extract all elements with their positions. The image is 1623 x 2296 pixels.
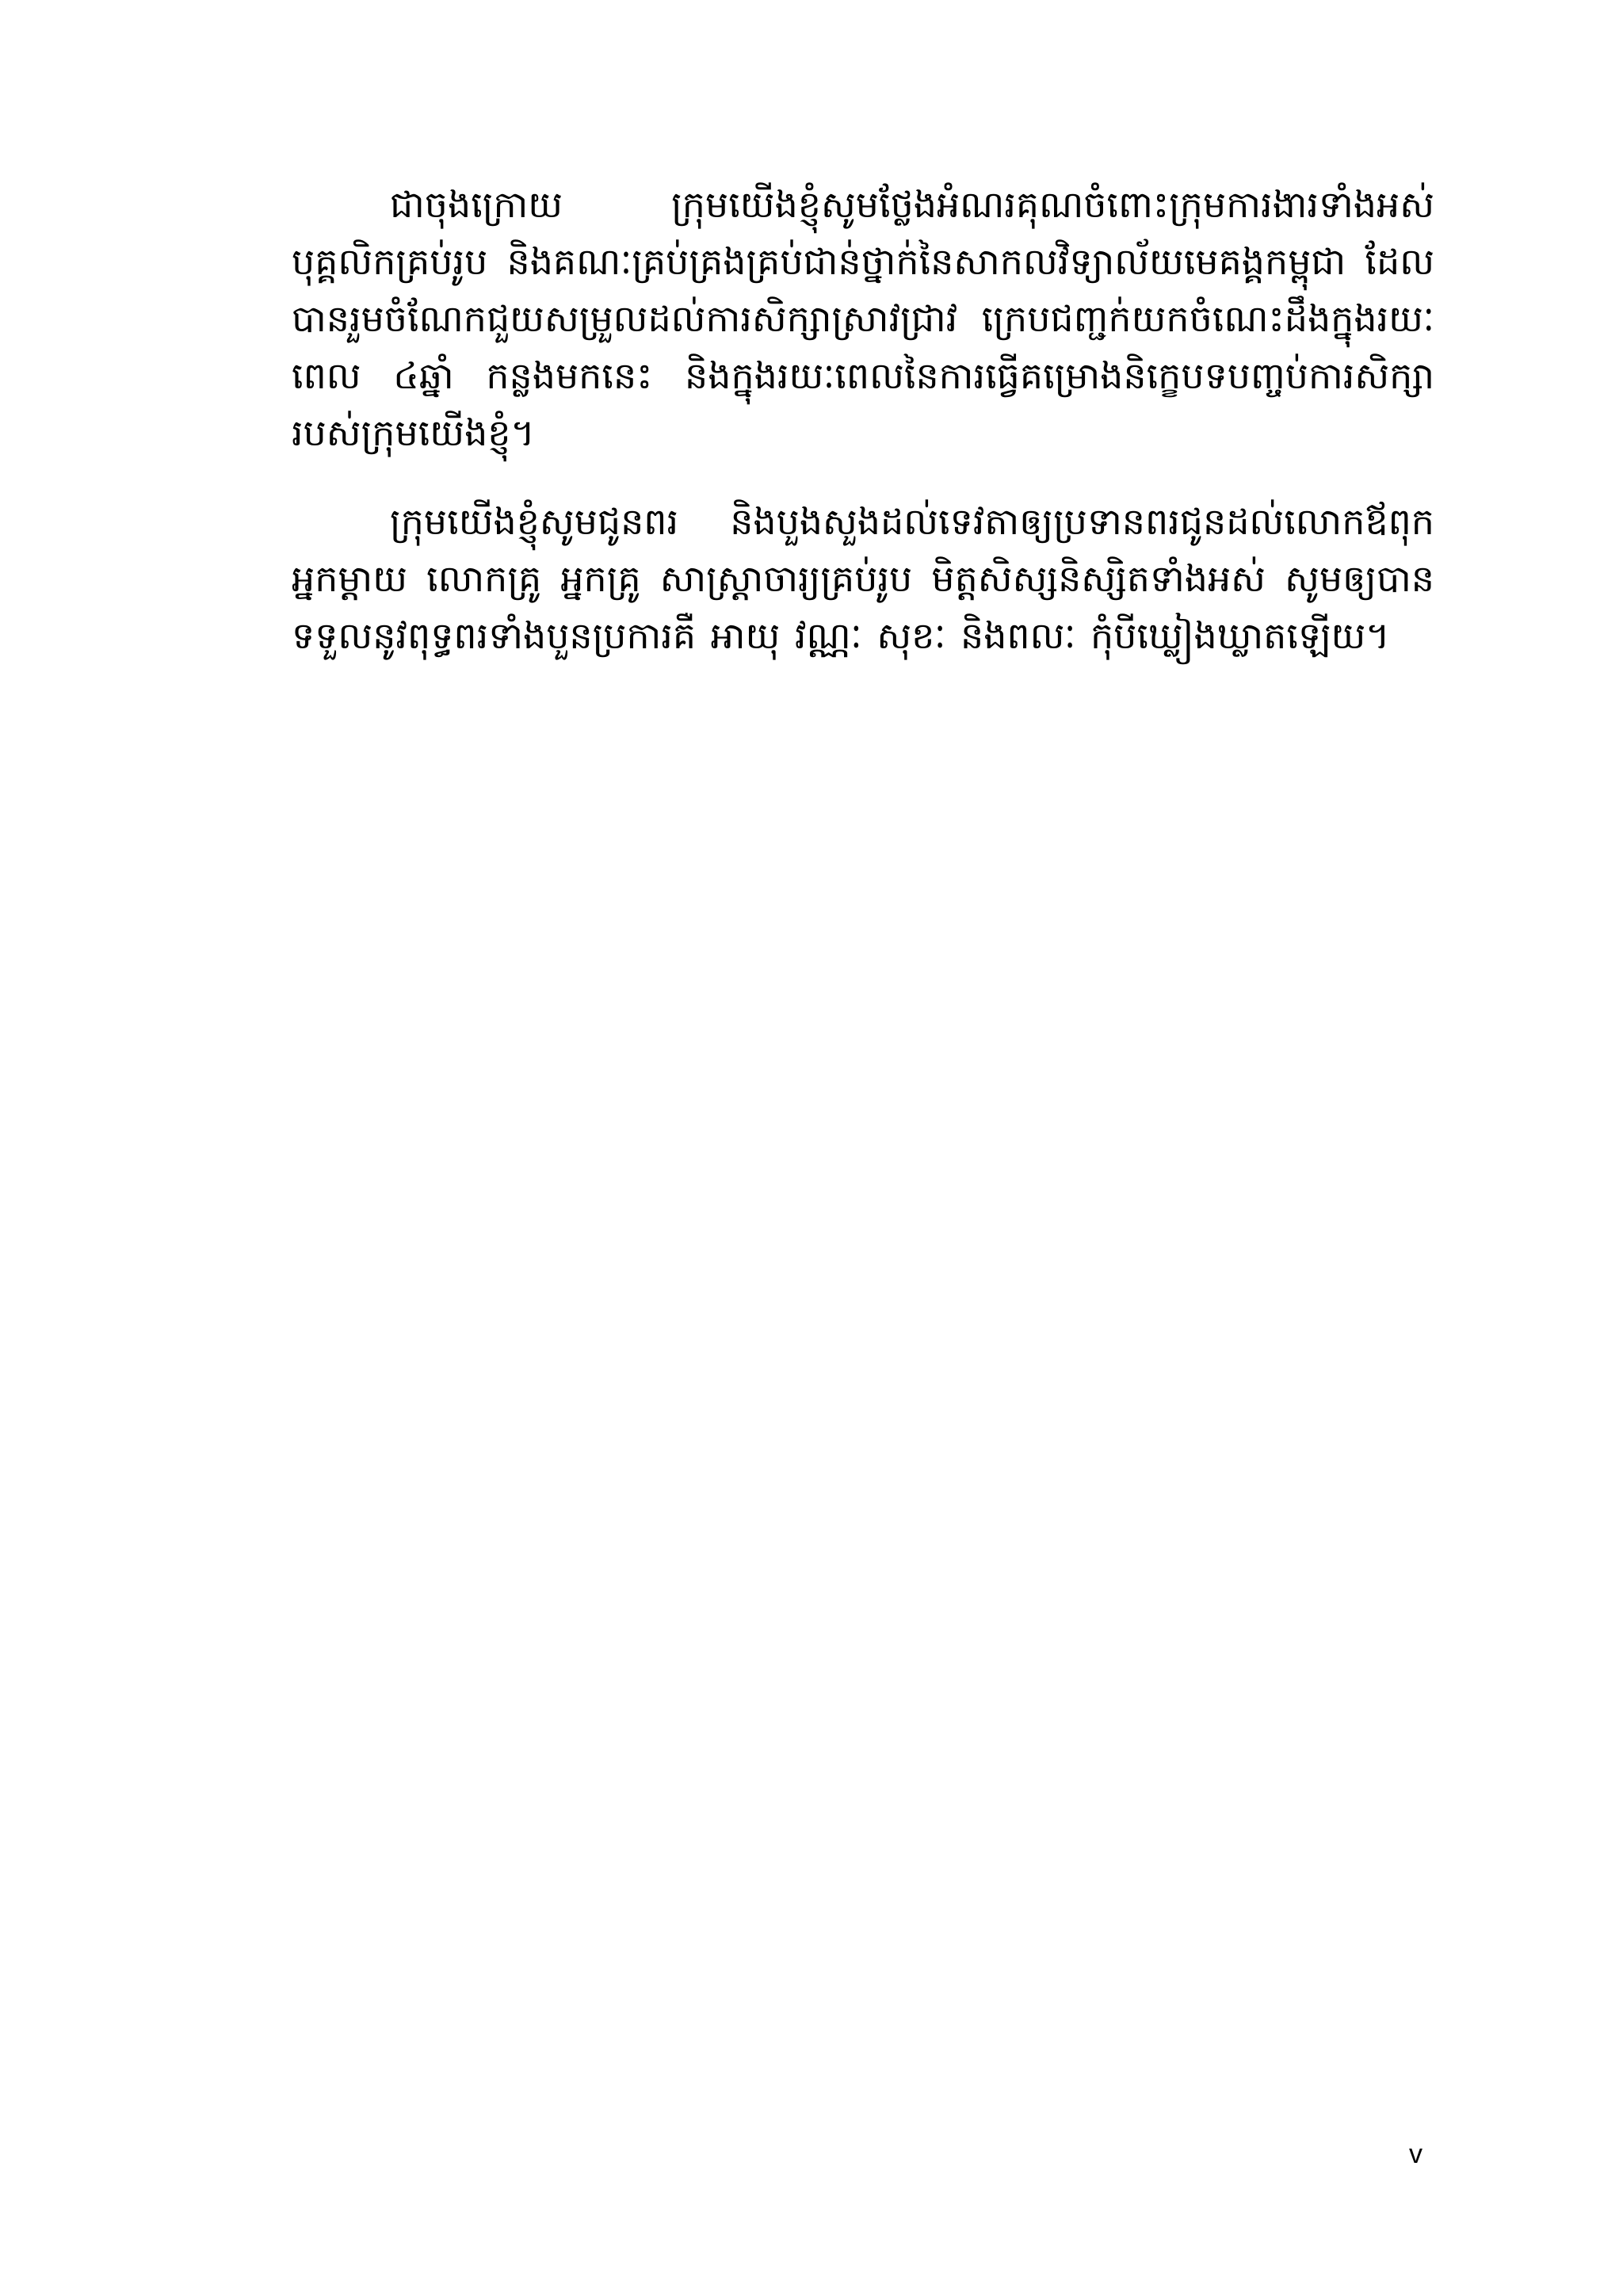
body-text — [292, 176, 1434, 664]
acknowledgement-paragraph: ជាចុងក្រោយ ក្រុមយើងខ្ញុំសូមថ្លែងអំណរគុណចំពោះក្រុមការងារទាំងអស់ បុគ្គលិកគ្រប់រូប និងគណៈគ្រប់គ្រងគ្រប់ជាន់ថ្នាក់នៃសាកលវិទ្យាល័យមេគង្គកម្ពុជា ដែលបានរួមចំណែកជួយសម្រួលដល់ការសិក្សាស្រាវជ្រាវ ក្រេបជញ្ជក់យកចំណេះដឹងក្នុងរយៈពេល ៤ឆ្នាំ កន្លងមកនេះ និងក្នុងរយៈពេលនៃការធ្វើគម្រោងនិក្ខេបទបញ្ចប់ការសិក្សារបស់ក្រុមយើងខ្ញុំ។ — [292, 183, 1434, 454]
blessing-paragraph: ក្រុមយើងខ្ញុំសូមជូនពរ និងបួងសួងដល់ទេវតាឲ្យប្រទានពរជូនដល់លោកឪពុក អ្នកម្តាយ លោកគ្រូ អ្នកគ្រូ សាស្ត្រាចារ្យគ្រប់រូប មិត្តសិស្សនិស្សិតទាំងអស់ សូមឲ្យបានទទួលនូវពុទ្ធពរទាំងបួនប្រការគឺ អាយុ វណ្ណៈ សុខៈ និងពលៈ កុំបីឃ្លៀងឃ្លាតឡើយ។ — [292, 500, 1434, 657]
page-number: v — [1409, 2139, 1423, 2169]
